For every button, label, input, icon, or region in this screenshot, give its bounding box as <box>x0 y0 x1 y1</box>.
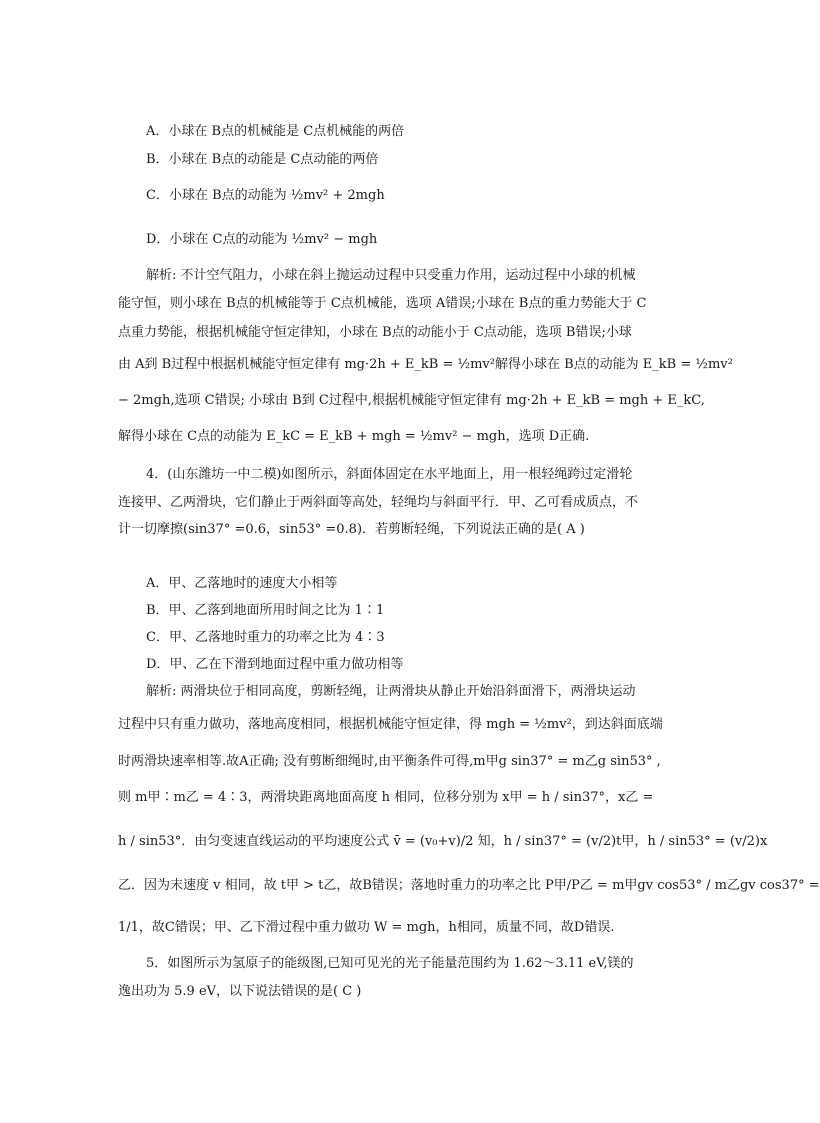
q4-analysis-line-1: 解析: 两滑块位于相同高度，剪断轻绳，让两滑块从静止开始沿斜面滑下，两滑块运动 <box>146 684 636 699</box>
q4-stem-line-3: 计一切摩擦(sin37° =0.6，sin53° =0.8)．若剪断轻绳，下列说法正确的是( A ) <box>118 522 585 537</box>
q3-option-a: A．小球在 B点的机械能是 C点机械能的两倍 <box>146 124 405 139</box>
q4-analysis-line-3: 时两滑块速率相等.故A正确; 没有剪断细绳时,由平衡条件可得,m甲g sin37° = m乙g sin53° , <box>118 754 661 769</box>
q3-analysis-line-3: 点重力势能，根据机械能守恒定律知，小球在 B点的动能小于 C点动能，选项 B错误;小球 <box>118 325 632 340</box>
q3-analysis-line-2: 能守恒，则小球在 B点的机械能等于 C点机械能，选项 A错误;小球在 B点的重力势能大于 C <box>118 296 647 311</box>
q4-analysis-line-5: h / sin53°．由匀变速直线运动的平均速度公式 v̄ = (v₀+v)/2 知，h / sin37° = (v/2)t甲，h / sin53° = (v/2)x <box>118 834 768 849</box>
q4-stem-line-2: 连接甲、乙两滑块，它们静止于两斜面等高处，轻绳均与斜面平行．甲、乙可看成质点，不 <box>118 495 639 510</box>
q3-analysis-line-4: 由 A到 B过程中根据机械能守恒定律有 mg·2h + E_kB = ½mv²解得小球在 B点的动能为 E_kB = ½mv² <box>118 357 733 372</box>
q3-analysis-line-6: 解得小球在 C点的动能为 E_kC = E_kB + mgh = ½mv² − mgh，选项 D正确. <box>118 429 590 444</box>
q3-option-c: C．小球在 B点的动能为 ½mv² + 2mgh <box>146 188 385 203</box>
q3-analysis-line-5: − 2mgh,选项 C错误; 小球由 B到 C过程中,根据机械能守恒定律有 mg·2h + E_kB = mgh + E_kC, <box>118 393 705 408</box>
q5-stem-line-1: 5．如图所示为氢原子的能级图,已知可见光的光子能量范围约为 1.62～3.11 eV,镁的 <box>146 956 634 971</box>
q3-option-b: B．小球在 B点的动能是 C点动能的两倍 <box>146 152 379 167</box>
q4-option-c: C．甲、乙落地时重力的功率之比为 4∶3 <box>146 630 385 645</box>
q5-stem-line-2: 逸出功为 5.9 eV，以下说法错误的是( C ) <box>118 984 362 999</box>
q4-analysis-line-7: 1/1，故C错误；甲、乙下滑过程中重力做功 W = mgh，h相同，质量不同，故D错误. <box>118 920 615 935</box>
q4-analysis-line-4: 则 m甲∶m乙 = 4∶3，两滑块距离地面高度 h 相同，位移分别为 x甲 = h / sin37°，x乙 = <box>118 790 654 805</box>
q4-analysis-line-2: 过程中只有重力做功，落地高度相同，根据机械能守恒定律，得 mgh = ½mv²，到达斜面底端 <box>118 717 663 732</box>
q3-option-d: D．小球在 C点的动能为 ½mv² − mgh <box>146 232 378 247</box>
q4-stem-line-1: 4．(山东潍坊一中二模)如图所示，斜面体固定在水平地面上，用一根轻绳跨过定滑轮 <box>146 467 633 482</box>
q3-analysis-line-1: 解析: 不计空气阻力，小球在斜上抛运动过程中只受重力作用，运动过程中小球的机械 <box>146 268 636 283</box>
q4-option-b: B．甲、乙落到地面所用时间之比为 1∶1 <box>146 603 385 618</box>
q4-analysis-line-6: 乙．因为末速度 v 相同，故 t甲 > t乙，故B错误；落地时重力的功率之比 P甲/P乙 = m甲gv cos53° / m乙gv cos37° = <box>118 878 820 893</box>
q4-option-d: D．甲、乙在下滑到地面过程中重力做功相等 <box>146 657 404 672</box>
q4-option-a: A．甲、乙落地时的速度大小相等 <box>146 576 338 591</box>
